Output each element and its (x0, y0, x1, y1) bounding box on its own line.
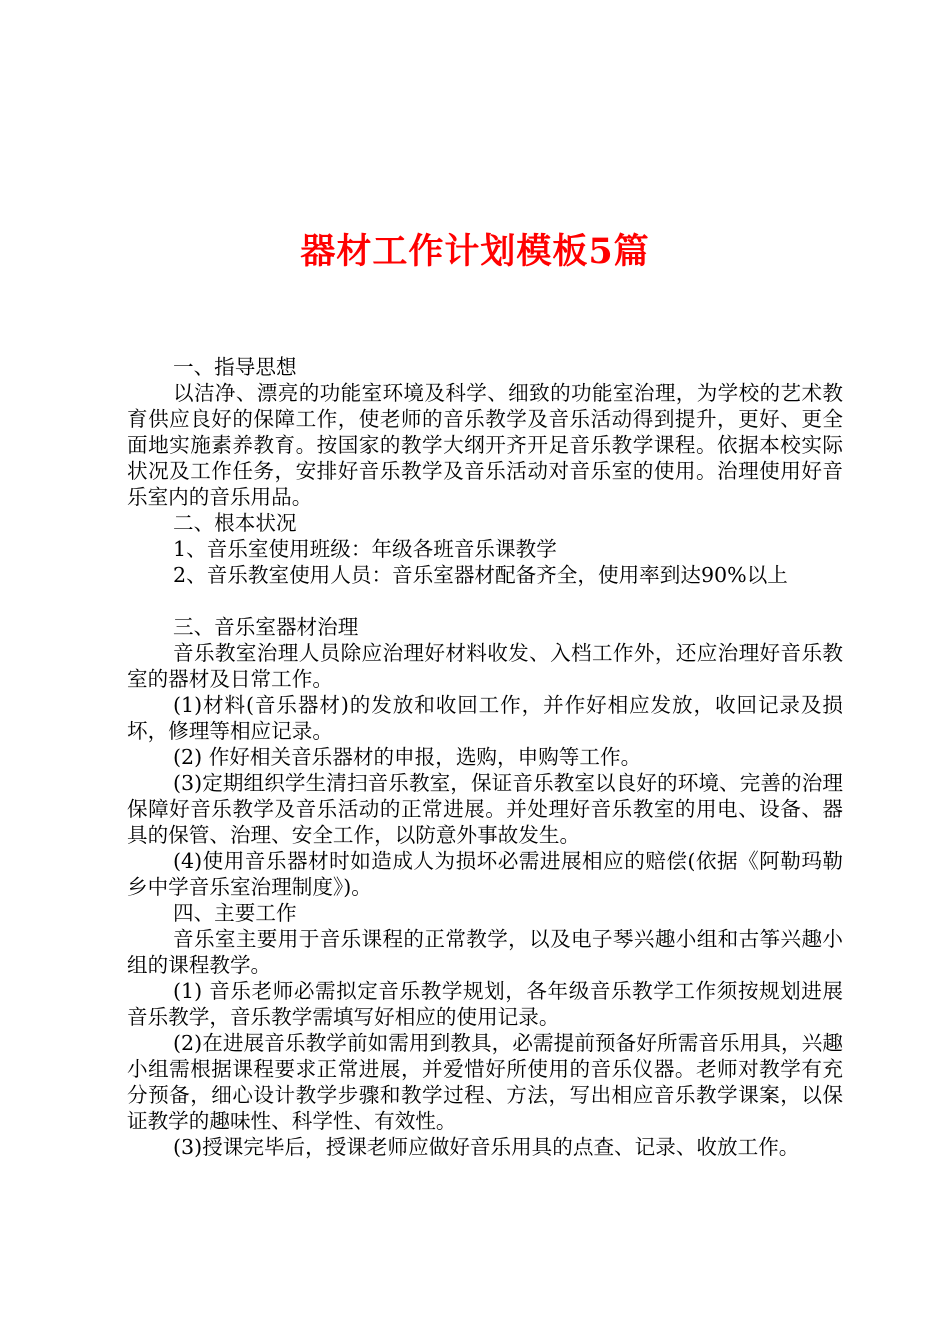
document-title: 器材工作计划模板5篇 (300, 231, 650, 273)
section-heading-main-work: 四、主要工作 (173, 901, 297, 925)
list-item: (1)材料(音乐器材)的发放和收回工作，并作好相应发放，收回记录及损坏，修理等相应记录。 (127, 693, 843, 743)
list-item: (2)在进展音乐教学前如需用到教具，必需提前预备好所需音乐用具，兴趣小组需根据课程要求正常进展，并爱惜好所使用的音乐仪器。老师对教学有充分预备，细心设计教学步骤和教学过程、方法，写出相应音乐教学课案，以保证教学的趣味性、科学性、有效性。 (127, 1031, 843, 1133)
body-paragraph: 1、音乐室使用班级：年级各班音乐课教学 (173, 537, 557, 561)
list-item: (1) 音乐老师必需拟定音乐教学规划，各年级音乐教学工作须按规划进展音乐教学，音乐教学需填写好相应的使用记录。 (127, 979, 843, 1029)
body-paragraph: 以洁净、漂亮的功能室环境及科学、细致的功能室治理，为学校的艺术教育供应良好的保障工作，使老师的音乐教学及音乐活动得到提升，更好、更全面地实施素养教育。按国家的教学大纲开齐开足音乐教学课程。依据本校实际状况及工作任务，安排好音乐教学及音乐活动对音乐室的使用。治理使用好音乐室内的音乐用品。 (127, 381, 843, 509)
document-body (127, 354, 843, 1160)
body-paragraph: 2、音乐教室使用人员：音乐室器材配备齐全，使用率到达90%以上 (173, 563, 788, 587)
section-heading-equipment-management: 三、音乐室器材治理 (173, 615, 359, 639)
body-paragraph: 音乐教室治理人员除应治理好材料收发、入档工作外，还应治理好音乐教室的器材及日常工作。 (127, 641, 843, 691)
body-paragraph: 音乐室主要用于音乐课程的正常教学，以及电子琴兴趣小组和古筝兴趣小组的课程教学。 (127, 927, 843, 977)
list-item: (4)使用音乐器材时如造成人为损坏必需进展相应的赔偿(依据《阿勒玛勒乡中学音乐室治理制度》)。 (127, 849, 843, 899)
section-heading-basic-status: 二、根本状况 (173, 511, 297, 535)
section-heading-guiding-thought: 一、指导思想 (173, 355, 297, 379)
list-item: (3)授课完毕后，授课老师应做好音乐用具的点查、记录、收放工作。 (173, 1135, 800, 1159)
list-item: (3)定期组织学生清扫音乐教室，保证音乐教室以良好的环境、完善的治理保障好音乐教学及音乐活动的正常进展。并处理好音乐教室的用电、设备、器具的保管、治理、安全工作，以防意外事故发生。 (127, 771, 843, 847)
list-item: (2) 作好相关音乐器材的申报，选购，申购等工作。 (173, 745, 642, 769)
